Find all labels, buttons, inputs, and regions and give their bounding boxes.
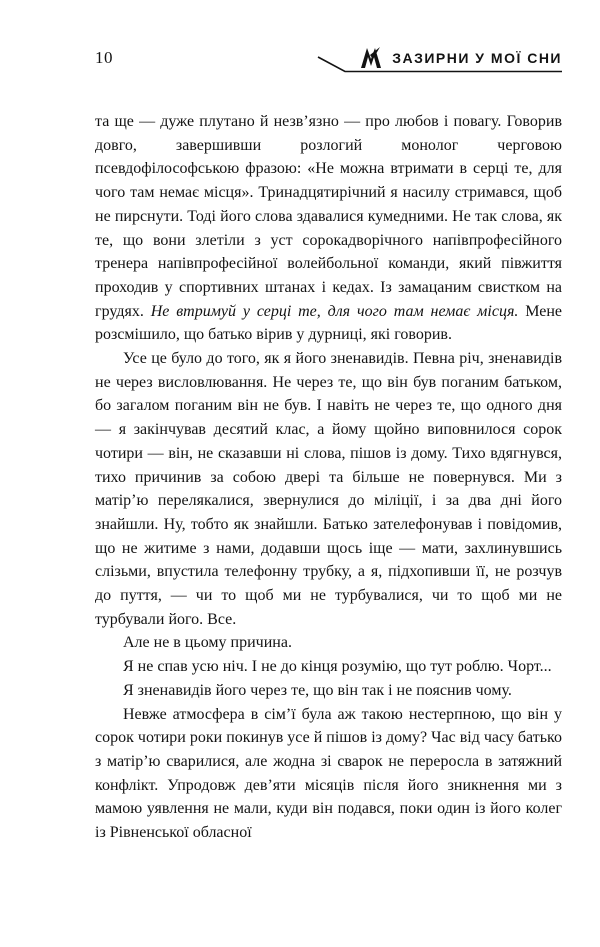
page-number: 10 [95, 48, 113, 67]
text-run: Але не в цьому причина. [123, 634, 292, 652]
header-rule [0, 0, 600, 90]
paragraph [95, 655, 562, 679]
text-run: Усе це було до того, як я його зненавидів. Певна річ, зненавидів не через висловлювання. Не через те, що він був поганим батьком, бо загалом поганим він не був. І навіть не через те, що одного дня — я закінчував десятий клас, а йому щойно виповнилося сорок чотири — він, не сказавши ні слова, пішов із дому. Тихо вдягнувся, тихо причинив за собою двері та більше не повернувся. Ми з матір’ю перелякалися, звернулися до міліції, і за два дні його знайшли. Ну, тобто як знайшли. Батько зателефонував і повідомив, що не житиме з нами, додавши щось іще — мати, захлинувшись слізьми, впустила телефонну трубку, а я, підхопивши її, не розчув до пуття, — чи то щоб ми не турбувалися, чи то щоб ми не турбували його. Все. [95, 350, 562, 628]
text-run: Я зненавидів його через те, що він так і не пояснив чому. [123, 681, 512, 699]
author-logo-icon [359, 47, 383, 69]
paragraph [95, 703, 562, 845]
header-title-group [359, 47, 562, 69]
paragraph [95, 347, 562, 631]
text-run: та ще — дуже плутано й незв’язно — про любов і повагу. Говорив довго, завершивши розлогий монолог черговою псевдофілософською фразою: «Не можна втримати в серці те, для чого там немає місця». Тринадцятирічний я насилу стримався, щоб не пирснути. Тоді його слова здавалися кумедними. Не так слова, як те, що вони злетіли з уст сорокадворічного напівпрофесійного тренера напівпрофесійної волейбольної команди, який півжиття проходив у спортивних штанах і кедах. Із замацаним свистком на грудях. [95, 113, 562, 320]
body-text [95, 110, 562, 845]
text-run: Мене розсмішило, що батько вірив у дурниці, які говорив. [95, 302, 563, 344]
emphasized-text: Не втримуй у серці те, для чого там немає місця. [150, 302, 519, 320]
text-run: Невже атмосфера в сім’ї була аж такою нестерпною, що він у сорок чотири роки покинув усе й пішов із дому? Час від часу батько з матір’ю сварилися, але жодна зі сварок не переросла в затяжний конфлікт. Упродовж дев’яти місяців після його зникнення ми з мамою уявлення не мали, куди він подався, поки один із його колег із Рівненської обласної [95, 705, 562, 842]
paragraph [95, 110, 562, 347]
running-title: ЗАЗИРНИ У МОЇ СНИ [392, 50, 562, 66]
paragraph [95, 679, 562, 703]
paragraph [95, 631, 562, 655]
text-run: Я не спав усю ніч. І не до кінця розумію, що тут роблю. Чорт... [123, 658, 552, 676]
